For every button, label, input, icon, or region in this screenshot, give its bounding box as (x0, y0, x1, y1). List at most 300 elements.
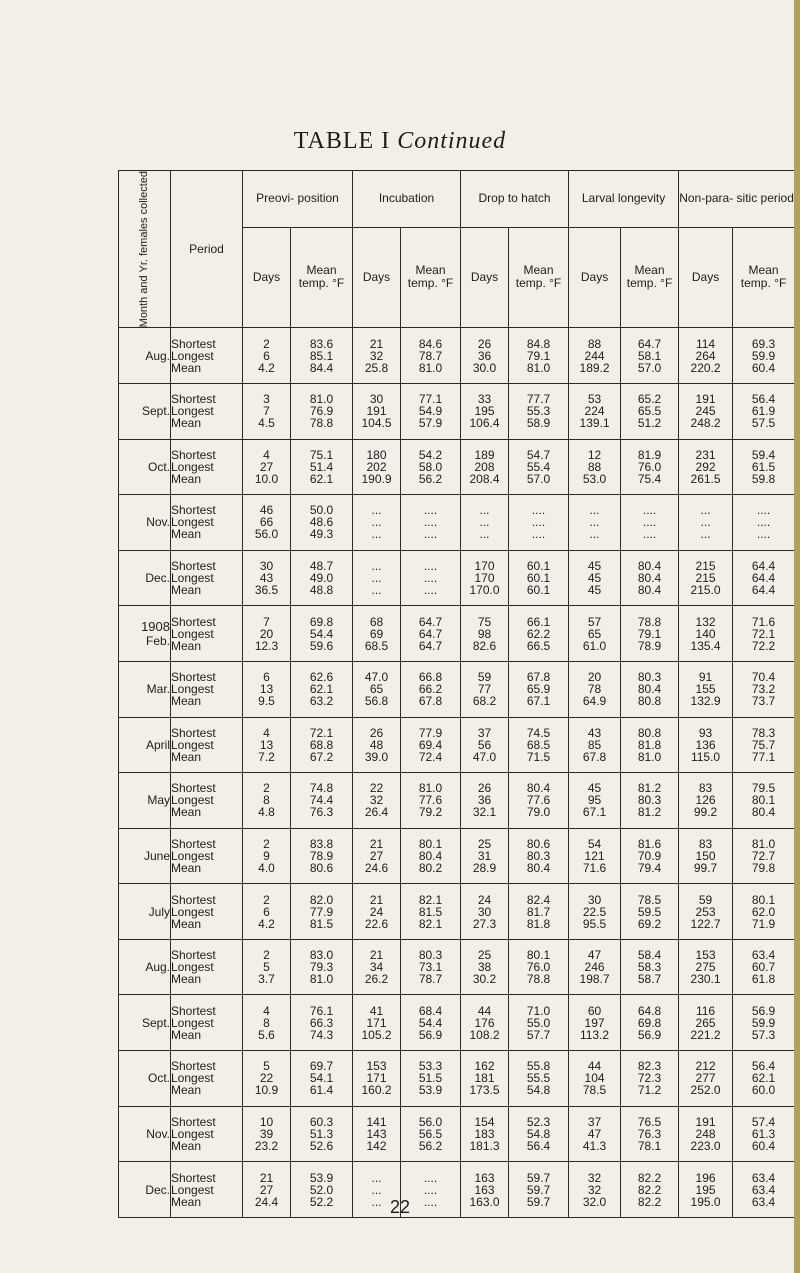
value-cell (679, 939, 733, 995)
period-label: Mean (171, 1083, 202, 1098)
value-cell (353, 939, 401, 995)
value: 105.2 (361, 1027, 392, 1042)
month-label: Mar. (146, 682, 170, 697)
value: 61.4 (309, 1083, 334, 1098)
value: 88 (587, 459, 602, 474)
value-cell (461, 550, 509, 606)
value: 195 (474, 404, 495, 419)
period-label: Shortest (171, 336, 216, 351)
value: 9 (263, 848, 270, 863)
value: 64.4 (751, 559, 776, 574)
value: 163 (474, 1170, 495, 1185)
value: 66.5 (526, 638, 551, 653)
value: 57.4 (751, 1114, 776, 1129)
value-cell (461, 439, 509, 495)
value: 58.4 (637, 948, 662, 963)
value: .... (756, 527, 771, 542)
header-days-preoviposition: Days (243, 227, 291, 328)
value: 80.8 (637, 694, 662, 709)
value: 80.3 (526, 848, 551, 863)
value: 66 (259, 515, 274, 530)
value: 113.2 (579, 1027, 610, 1042)
value: 82.4 (526, 892, 551, 907)
period-label: Mean (171, 972, 202, 987)
value-cell (461, 773, 509, 829)
value-cell (401, 550, 461, 606)
value: 2 (263, 781, 270, 796)
value-cell (461, 1106, 509, 1162)
value: 66.1 (526, 614, 551, 629)
value: 10.0 (254, 471, 279, 486)
value: 63.4 (751, 1194, 776, 1209)
value: 132 (695, 614, 716, 629)
header-group-incubation: Incubation (353, 171, 461, 228)
value: 50.0 (309, 503, 334, 518)
value: 202 (366, 459, 387, 474)
value: 153 (366, 1059, 387, 1074)
value: 76.0 (637, 459, 662, 474)
value: 76.9 (309, 404, 334, 419)
value: 4.2 (258, 916, 275, 931)
value-cell (679, 773, 733, 829)
value: 58.9 (526, 416, 551, 431)
value: 48.8 (309, 583, 334, 598)
month-label: Sept. (141, 1015, 170, 1030)
period-label: Shortest (171, 892, 216, 907)
value: 116 (695, 1003, 716, 1018)
value-cell (621, 439, 679, 495)
value: 248 (695, 1126, 716, 1141)
month-cell (119, 717, 171, 773)
value: 72.7 (751, 848, 776, 863)
value: 171 (366, 1015, 387, 1030)
period-label: Shortest (171, 1114, 216, 1129)
value: 79.5 (751, 781, 776, 796)
month-label: Aug. (145, 348, 170, 363)
period-label: Mean (171, 583, 202, 598)
period-cell (171, 1106, 243, 1162)
value-cell (291, 661, 353, 717)
value: 32.1 (472, 805, 497, 820)
value: 292 (695, 459, 716, 474)
value: 81.0 (418, 360, 443, 375)
value: 27.3 (472, 916, 497, 931)
value: 83.8 (309, 836, 334, 851)
month-label: Nov. (146, 1126, 170, 1141)
value: 57.3 (751, 1027, 776, 1042)
period-cell (171, 439, 243, 495)
value: 2 (263, 948, 270, 963)
value: 22 (259, 1071, 274, 1086)
value-cell (621, 773, 679, 829)
header-month-label: Month and Yr. females collected (138, 171, 150, 328)
value: 58.1 (637, 348, 662, 363)
value-cell (733, 1106, 795, 1162)
value: 176 (474, 1015, 495, 1030)
value: 63.4 (751, 1182, 776, 1197)
value: 215 (695, 559, 716, 574)
value-cell (733, 550, 795, 606)
table-row (119, 884, 795, 940)
value: 245 (695, 404, 716, 419)
value: 80.1 (418, 836, 443, 851)
value: ... (371, 559, 382, 574)
value: 82.2 (637, 1182, 662, 1197)
value-cell (509, 828, 569, 884)
value: 61.5 (751, 459, 776, 474)
period-cell (171, 828, 243, 884)
value-cell (621, 550, 679, 606)
value: 53.9 (418, 1083, 443, 1098)
value: 46 (259, 503, 274, 518)
header-days-drop-to-hatch: Days (461, 227, 509, 328)
value: 155 (695, 682, 716, 697)
value: 221.2 (690, 1027, 721, 1042)
period-cell (171, 995, 243, 1051)
value: 69.4 (418, 737, 443, 752)
table-row (119, 439, 795, 495)
value: 79.1 (526, 348, 551, 363)
value: 47 (587, 1126, 602, 1141)
value: 81.8 (526, 916, 551, 931)
value: 66.8 (418, 670, 443, 685)
value: 59.8 (751, 471, 776, 486)
value: .... (423, 583, 438, 598)
value: 55.3 (526, 404, 551, 419)
value: 61.9 (751, 404, 776, 419)
period-cell (171, 550, 243, 606)
value: 36 (477, 348, 492, 363)
value: 81.5 (418, 904, 443, 919)
value-cell (291, 328, 353, 384)
value: 24.6 (364, 860, 389, 875)
value: 78.1 (637, 1138, 662, 1153)
month-cell (119, 606, 171, 662)
value-cell (243, 939, 291, 995)
value: 71.9 (751, 916, 776, 931)
value: 2 (263, 836, 270, 851)
value-cell (353, 383, 401, 439)
value: 82.1 (418, 892, 443, 907)
value: 59.7 (526, 1170, 551, 1185)
value: 21 (369, 892, 384, 907)
value: 24 (477, 892, 492, 907)
period-label: Mean (171, 638, 202, 653)
period-label: Mean (171, 471, 202, 486)
value-cell (353, 439, 401, 495)
value-cell (679, 606, 733, 662)
header-mean-temp-incubation: Mean temp. °F (401, 227, 461, 328)
header-mean-temp-larval-longevity: Mean temp. °F (621, 227, 679, 328)
value: 75.4 (637, 471, 662, 486)
value: 47.0 (364, 670, 389, 685)
value: 32 (369, 793, 384, 808)
value: 43 (259, 571, 274, 586)
value-cell (401, 884, 461, 940)
value-cell (569, 661, 621, 717)
value-cell (679, 995, 733, 1051)
value: 64.7 (418, 614, 443, 629)
value: 88 (587, 336, 602, 351)
value-cell (461, 606, 509, 662)
value: 208 (474, 459, 495, 474)
value: 80.2 (418, 860, 443, 875)
value: 6 (263, 670, 270, 685)
value-cell (569, 773, 621, 829)
value: 195 (695, 1182, 716, 1197)
value: ... (479, 503, 490, 518)
value: 10 (259, 1114, 274, 1129)
value: 70.4 (751, 670, 776, 685)
header-month (119, 171, 171, 328)
value: 22.5 (582, 904, 607, 919)
month-label: Nov. (146, 515, 170, 530)
value-cell (461, 939, 509, 995)
value: 45 (587, 583, 602, 598)
value: 7 (263, 404, 270, 419)
value: 71.2 (637, 1083, 662, 1098)
value: 83 (698, 781, 713, 796)
value: 69.7 (309, 1059, 334, 1074)
value-cell (461, 1051, 509, 1107)
value: 55.8 (526, 1059, 551, 1074)
period-label: Mean (171, 860, 202, 875)
value-cell (679, 661, 733, 717)
month-label: May (147, 793, 170, 808)
value: 72.2 (751, 638, 776, 653)
value-cell (569, 439, 621, 495)
value: 57.9 (418, 416, 443, 431)
value: 78.3 (751, 725, 776, 740)
month-cell (119, 328, 171, 384)
value: 67.8 (418, 694, 443, 709)
value: 78.5 (637, 892, 662, 907)
value: 62.6 (309, 670, 334, 685)
value: ... (589, 503, 600, 518)
month-cell (119, 661, 171, 717)
value: 54.4 (309, 626, 334, 641)
value: 183 (474, 1126, 495, 1141)
month-label: July (148, 904, 170, 919)
value: 71.5 (526, 749, 551, 764)
value: 73.1 (418, 960, 443, 975)
value: 82.6 (472, 638, 497, 653)
month-label: Feb. (145, 633, 170, 648)
value: 106.4 (469, 416, 500, 431)
value: 33 (477, 392, 492, 407)
value: 59.4 (751, 447, 776, 462)
value: ... (700, 503, 711, 518)
value: 67.1 (582, 805, 607, 820)
header-mean-temp-non-parasitic: Mean temp. °F (733, 227, 795, 328)
month-label: Aug. (145, 960, 170, 975)
value: ... (371, 1170, 382, 1185)
value: 135.4 (690, 638, 721, 653)
value: 75 (477, 614, 492, 629)
period-label: Shortest (171, 1003, 216, 1018)
value: 24 (369, 904, 384, 919)
month-cell (119, 439, 171, 495)
period-label: Longest (171, 348, 214, 363)
value: 62.1 (309, 471, 334, 486)
value: 22 (369, 781, 384, 796)
value: 78.8 (309, 416, 334, 431)
header-group-larval-longevity: Larval longevity (569, 171, 679, 228)
period-label: Shortest (171, 392, 216, 407)
value: 75.7 (751, 737, 776, 752)
value-cell (733, 328, 795, 384)
value: 56.4 (751, 1059, 776, 1074)
month-label: Dec. (145, 571, 170, 586)
value-cell (291, 884, 353, 940)
period-cell (171, 661, 243, 717)
value: 58.7 (637, 972, 662, 987)
period-cell (171, 1051, 243, 1107)
value: 64.4 (751, 571, 776, 586)
value-cell (679, 439, 733, 495)
value: 80.6 (309, 860, 334, 875)
value-cell (291, 495, 353, 551)
value: 52.3 (526, 1114, 551, 1129)
value-cell (569, 939, 621, 995)
value: 160.2 (361, 1083, 392, 1098)
value: 91 (698, 670, 713, 685)
value: 81.9 (637, 447, 662, 462)
value: 56.2 (418, 471, 443, 486)
value-cell (353, 828, 401, 884)
value-cell (621, 661, 679, 717)
value: 67.2 (309, 749, 334, 764)
value: 48.6 (309, 515, 334, 530)
value: 51.4 (309, 459, 334, 474)
value: 6 (263, 904, 270, 919)
value: 223.0 (690, 1138, 721, 1153)
value: 56.9 (418, 1027, 443, 1042)
value-cell (353, 495, 401, 551)
value: 61.8 (751, 972, 776, 987)
value: 56.4 (526, 1138, 551, 1153)
period-label: Longest (171, 1015, 214, 1030)
value: 82.1 (418, 916, 443, 931)
value: 163 (474, 1182, 495, 1197)
value: 52.2 (309, 1194, 334, 1209)
value: 8 (263, 793, 270, 808)
value: 30 (259, 559, 274, 574)
period-label: Mean (171, 1138, 202, 1153)
value-cell (401, 383, 461, 439)
value: 52.0 (309, 1182, 334, 1197)
value: 95.5 (582, 916, 607, 931)
value: 68.5 (364, 638, 389, 653)
value-cell (621, 1106, 679, 1162)
value: 181.3 (469, 1138, 500, 1153)
table-row (119, 939, 795, 995)
value-cell (509, 717, 569, 773)
value: 196 (695, 1170, 716, 1185)
month-cell (119, 773, 171, 829)
value-cell (569, 995, 621, 1051)
page-number: 22 (389, 1197, 411, 1217)
value: 32 (587, 1170, 602, 1185)
value: 54.9 (418, 404, 443, 419)
value: 81.0 (309, 972, 334, 987)
table-title-suffix: Continued (397, 128, 507, 154)
value: 37 (587, 1114, 602, 1129)
value: 78.5 (582, 1083, 607, 1098)
value: 71.0 (526, 1003, 551, 1018)
value: ... (371, 503, 382, 518)
value: 139.1 (579, 416, 610, 431)
period-cell (171, 328, 243, 384)
month-cell (119, 828, 171, 884)
value: .... (531, 515, 546, 530)
value: 59.7 (526, 1182, 551, 1197)
value: 80.1 (751, 793, 776, 808)
value: 104.5 (361, 416, 392, 431)
period-label: Longest (171, 848, 214, 863)
value: 64.7 (418, 638, 443, 653)
value: 30.2 (472, 972, 497, 987)
value: 69.8 (309, 614, 334, 629)
header-period: Period (171, 171, 243, 328)
value-cell (353, 1051, 401, 1107)
value: 62.0 (751, 904, 776, 919)
period-label: Shortest (171, 614, 216, 629)
value: 81.7 (526, 904, 551, 919)
period-label: Longest (171, 1182, 214, 1197)
value: 56.2 (418, 1138, 443, 1153)
value: 246 (584, 960, 605, 975)
table-row (119, 661, 795, 717)
value: 121 (584, 848, 605, 863)
value: 10.9 (254, 1083, 279, 1098)
value: 231 (695, 447, 716, 462)
value-cell (291, 439, 353, 495)
period-label: Mean (171, 1194, 202, 1209)
value: 13 (259, 737, 274, 752)
value-cell (733, 773, 795, 829)
month-cell (119, 550, 171, 606)
header-mean-temp-drop-to-hatch: Mean temp. °F (509, 227, 569, 328)
value: 54.7 (526, 447, 551, 462)
table-row (119, 1106, 795, 1162)
value-cell (401, 606, 461, 662)
value: 66.3 (309, 1015, 334, 1030)
period-cell (171, 717, 243, 773)
value: 3 (263, 392, 270, 407)
value-cell (353, 773, 401, 829)
value: 4.2 (258, 360, 275, 375)
value-cell (509, 439, 569, 495)
value: 171 (366, 1071, 387, 1086)
value-cell (291, 939, 353, 995)
value: .... (423, 559, 438, 574)
period-label: Mean (171, 916, 202, 931)
value-cell (461, 717, 509, 773)
value: 75.1 (309, 447, 334, 462)
value-cell (509, 1106, 569, 1162)
value-cell (461, 828, 509, 884)
value-cell (679, 884, 733, 940)
value: 12 (587, 447, 602, 462)
period-cell (171, 495, 243, 551)
month-label: June (143, 848, 170, 863)
value-cell (679, 717, 733, 773)
value: 23.2 (254, 1138, 279, 1153)
value-cell (509, 1051, 569, 1107)
value: 76.1 (309, 1003, 334, 1018)
value-cell (243, 995, 291, 1051)
